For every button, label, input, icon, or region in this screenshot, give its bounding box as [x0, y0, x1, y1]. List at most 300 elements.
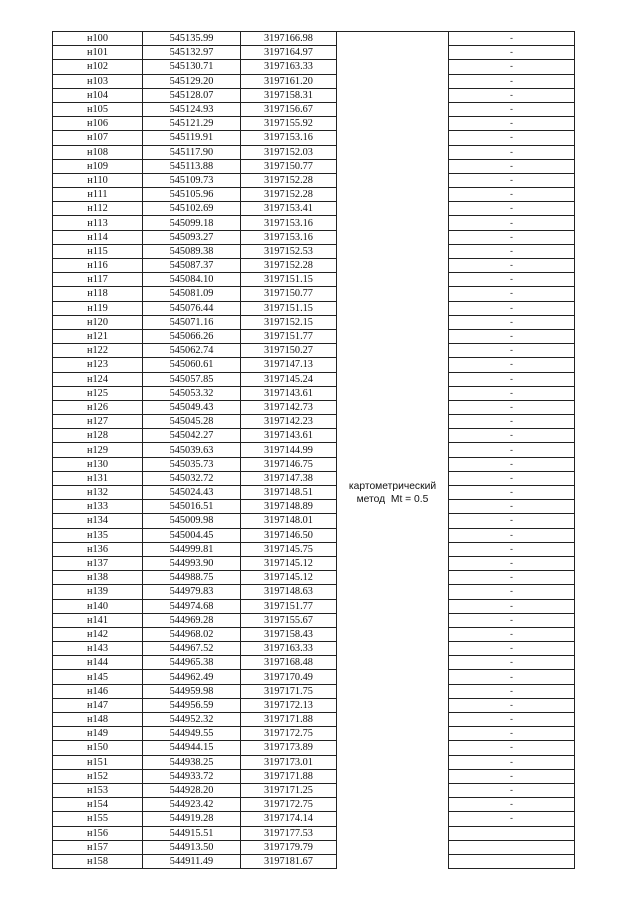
- table-row: [53, 32, 575, 46]
- cell-y: 3197152.15: [241, 315, 337, 329]
- table-row: [53, 627, 575, 641]
- cell-y: 3197145.12: [241, 556, 337, 570]
- table-row: [53, 457, 575, 471]
- cell-point: н133: [53, 500, 143, 514]
- cell-point: н153: [53, 783, 143, 797]
- table-row: [53, 798, 575, 812]
- cell-note: -: [449, 358, 575, 372]
- cell-note: -: [449, 769, 575, 783]
- table-row: [53, 642, 575, 656]
- cell-point: н120: [53, 315, 143, 329]
- table-row: [53, 471, 575, 485]
- table-row: [53, 216, 575, 230]
- cell-x: 545128.07: [143, 88, 241, 102]
- cell-y: 3197158.43: [241, 627, 337, 641]
- cell-note: -: [449, 486, 575, 500]
- cell-x: 545004.45: [143, 528, 241, 542]
- table-row: [53, 301, 575, 315]
- cell-note: -: [449, 642, 575, 656]
- table-row: [53, 202, 575, 216]
- cell-x: 544919.28: [143, 812, 241, 826]
- cell-note: -: [449, 400, 575, 414]
- cell-x: 545105.96: [143, 188, 241, 202]
- cell-y: 3197148.63: [241, 585, 337, 599]
- cell-x: 544969.28: [143, 613, 241, 627]
- table-row: [53, 88, 575, 102]
- cell-y: 3197151.15: [241, 273, 337, 287]
- cell-x: 544952.32: [143, 713, 241, 727]
- cell-note: -: [449, 599, 575, 613]
- cell-y: 3197171.75: [241, 684, 337, 698]
- cell-x: 544933.72: [143, 769, 241, 783]
- cell-y: 3197166.98: [241, 32, 337, 46]
- table-row: [53, 230, 575, 244]
- cell-point: н130: [53, 457, 143, 471]
- cell-y: 3197147.38: [241, 471, 337, 485]
- cell-y: 3197142.23: [241, 415, 337, 429]
- cell-x: 545057.85: [143, 372, 241, 386]
- cell-point: н128: [53, 429, 143, 443]
- table-row: [53, 329, 575, 343]
- table-row: [53, 826, 575, 840]
- cell-point: н124: [53, 372, 143, 386]
- cell-x: 545060.61: [143, 358, 241, 372]
- cell-note: -: [449, 542, 575, 556]
- cell-point: н152: [53, 769, 143, 783]
- cell-x: 545032.72: [143, 471, 241, 485]
- table-row: [53, 173, 575, 187]
- table-row: [53, 755, 575, 769]
- cell-note: -: [449, 783, 575, 797]
- cell-y: 3197151.15: [241, 301, 337, 315]
- cell-note: -: [449, 429, 575, 443]
- cell-x: 545024.43: [143, 486, 241, 500]
- cell-point: н157: [53, 840, 143, 854]
- cell-x: 545062.74: [143, 344, 241, 358]
- cell-point: н149: [53, 727, 143, 741]
- cell-y: 3197152.28: [241, 188, 337, 202]
- table-row: [53, 188, 575, 202]
- cell-note: -: [449, 713, 575, 727]
- cell-y: 3197153.16: [241, 216, 337, 230]
- cell-y: 3197142.73: [241, 400, 337, 414]
- method-label-line2: метод Mt = 0.5: [356, 493, 429, 505]
- cell-point: н111: [53, 188, 143, 202]
- cell-y: 3197155.92: [241, 117, 337, 131]
- table-row: [53, 244, 575, 258]
- cell-note: -: [449, 528, 575, 542]
- table-row: [53, 585, 575, 599]
- cell-note: -: [449, 173, 575, 187]
- cell-point: н101: [53, 46, 143, 60]
- table-row: [53, 46, 575, 60]
- cell-x: 544956.59: [143, 698, 241, 712]
- cell-point: н141: [53, 613, 143, 627]
- cell-x: 545081.09: [143, 287, 241, 301]
- cell-x: 545102.69: [143, 202, 241, 216]
- cell-note: -: [449, 344, 575, 358]
- cell-note: -: [449, 443, 575, 457]
- cell-note: -: [449, 273, 575, 287]
- cell-y: 3197143.61: [241, 386, 337, 400]
- cell-point: н110: [53, 173, 143, 187]
- cell-point: н154: [53, 798, 143, 812]
- cell-y: 3197172.75: [241, 798, 337, 812]
- table-row: [53, 727, 575, 741]
- table-row: [53, 542, 575, 556]
- cell-x: 545076.44: [143, 301, 241, 315]
- cell-y: 3197164.97: [241, 46, 337, 60]
- cell-y: 3197172.13: [241, 698, 337, 712]
- cell-y: 3197181.67: [241, 854, 337, 868]
- cell-y: 3197145.75: [241, 542, 337, 556]
- cell-point: н151: [53, 755, 143, 769]
- table-row: [53, 854, 575, 868]
- cell-point: н105: [53, 102, 143, 116]
- cell-point: н100: [53, 32, 143, 46]
- cell-x: 544979.83: [143, 585, 241, 599]
- cell-y: 3197145.12: [241, 571, 337, 585]
- cell-note: -: [449, 244, 575, 258]
- cell-x: 544974.68: [143, 599, 241, 613]
- cell-note: -: [449, 556, 575, 570]
- cell-point: н109: [53, 159, 143, 173]
- cell-point: н147: [53, 698, 143, 712]
- cell-y: 3197153.16: [241, 131, 337, 145]
- cell-y: 3197151.77: [241, 599, 337, 613]
- table-row: [53, 131, 575, 145]
- cell-note: -: [449, 471, 575, 485]
- table-row: [53, 486, 575, 500]
- cell-note: -: [449, 102, 575, 116]
- table-row: [53, 500, 575, 514]
- cell-x: 544965.38: [143, 656, 241, 670]
- cell-x: 545066.26: [143, 329, 241, 343]
- cell-y: 3197171.25: [241, 783, 337, 797]
- cell-note: -: [449, 812, 575, 826]
- cell-x: 544938.25: [143, 755, 241, 769]
- cell-note: -: [449, 415, 575, 429]
- cell-point: н134: [53, 514, 143, 528]
- cell-x: 545129.20: [143, 74, 241, 88]
- cell-note: -: [449, 329, 575, 343]
- table-row: [53, 783, 575, 797]
- cell-point: н136: [53, 542, 143, 556]
- table-row: [53, 684, 575, 698]
- table-row: [53, 102, 575, 116]
- cell-x: 545117.90: [143, 145, 241, 159]
- cell-note: -: [449, 301, 575, 315]
- table-row: [53, 556, 575, 570]
- cell-point: н155: [53, 812, 143, 826]
- table-row: [53, 372, 575, 386]
- cell-note: -: [449, 798, 575, 812]
- cell-note: -: [449, 571, 575, 585]
- cell-note: -: [449, 117, 575, 131]
- cell-point: н148: [53, 713, 143, 727]
- cell-x: 545119.91: [143, 131, 241, 145]
- table-row: [53, 840, 575, 854]
- cell-point: н113: [53, 216, 143, 230]
- cell-note: [449, 840, 575, 854]
- cell-y: 3197161.20: [241, 74, 337, 88]
- cell-point: н108: [53, 145, 143, 159]
- cell-point: н112: [53, 202, 143, 216]
- cell-point: н144: [53, 656, 143, 670]
- cell-point: н116: [53, 259, 143, 273]
- cell-note: -: [449, 145, 575, 159]
- cell-y: 3197150.77: [241, 159, 337, 173]
- table-row: [53, 386, 575, 400]
- cell-note: -: [449, 727, 575, 741]
- table-row: [53, 769, 575, 783]
- cell-point: н118: [53, 287, 143, 301]
- cell-point: н138: [53, 571, 143, 585]
- cell-x: 544915.51: [143, 826, 241, 840]
- cell-point: н135: [53, 528, 143, 542]
- table-row: [53, 259, 575, 273]
- cell-y: 3197148.01: [241, 514, 337, 528]
- cell-point: н127: [53, 415, 143, 429]
- cell-x: 545093.27: [143, 230, 241, 244]
- cell-x: 545039.63: [143, 443, 241, 457]
- cell-point: н123: [53, 358, 143, 372]
- cell-x: 545113.88: [143, 159, 241, 173]
- cell-y: 3197152.28: [241, 259, 337, 273]
- table-row: [53, 145, 575, 159]
- cell-y: 3197153.16: [241, 230, 337, 244]
- cell-point: н122: [53, 344, 143, 358]
- method-label-line1: картометрический: [348, 480, 437, 492]
- cell-y: 3197152.53: [241, 244, 337, 258]
- table-row: [53, 741, 575, 755]
- cell-point: н115: [53, 244, 143, 258]
- table-row: [53, 117, 575, 131]
- cell-x: 544959.98: [143, 684, 241, 698]
- cell-x: 544968.02: [143, 627, 241, 641]
- cell-y: 3197179.79: [241, 840, 337, 854]
- cell-point: н142: [53, 627, 143, 641]
- cell-note: -: [449, 287, 575, 301]
- cell-x: 545089.38: [143, 244, 241, 258]
- cell-x: 544999.81: [143, 542, 241, 556]
- cell-point: н150: [53, 741, 143, 755]
- cell-x: 545016.51: [143, 500, 241, 514]
- cell-x: 545035.73: [143, 457, 241, 471]
- cell-x: 545087.37: [143, 259, 241, 273]
- cell-x: 545053.32: [143, 386, 241, 400]
- cell-point: н140: [53, 599, 143, 613]
- cell-point: н145: [53, 670, 143, 684]
- coordinates-table: [52, 31, 575, 869]
- cell-x: 545121.29: [143, 117, 241, 131]
- cell-point: н158: [53, 854, 143, 868]
- table-row: [53, 812, 575, 826]
- cell-y: 3197152.28: [241, 173, 337, 187]
- cell-point: н119: [53, 301, 143, 315]
- cell-x: 544962.49: [143, 670, 241, 684]
- cell-note: -: [449, 32, 575, 46]
- cell-point: н146: [53, 684, 143, 698]
- table-row: [53, 571, 575, 585]
- cell-y: 3197148.51: [241, 486, 337, 500]
- cell-point: н156: [53, 826, 143, 840]
- cell-y: 3197173.01: [241, 755, 337, 769]
- cell-x: 545109.73: [143, 173, 241, 187]
- cell-x: 544967.52: [143, 642, 241, 656]
- cell-note: -: [449, 131, 575, 145]
- cell-x: 545045.28: [143, 415, 241, 429]
- cell-note: -: [449, 88, 575, 102]
- cell-y: 3197168.48: [241, 656, 337, 670]
- cell-note: -: [449, 259, 575, 273]
- cell-point: н129: [53, 443, 143, 457]
- cell-point: н137: [53, 556, 143, 570]
- table-row: [53, 358, 575, 372]
- cell-note: -: [449, 46, 575, 60]
- cell-note: -: [449, 585, 575, 599]
- cell-note: -: [449, 755, 575, 769]
- table-row: [53, 599, 575, 613]
- cell-x: 545135.99: [143, 32, 241, 46]
- cell-point: н131: [53, 471, 143, 485]
- cell-note: -: [449, 386, 575, 400]
- cell-x: 544988.75: [143, 571, 241, 585]
- cell-y: 3197151.77: [241, 329, 337, 343]
- table-row: [53, 698, 575, 712]
- coordinates-table-body: [53, 32, 575, 869]
- table-row: [53, 514, 575, 528]
- cell-point: н103: [53, 74, 143, 88]
- cell-point: н114: [53, 230, 143, 244]
- cell-x: 545049.43: [143, 400, 241, 414]
- table-row: [53, 528, 575, 542]
- cell-y: 3197173.89: [241, 741, 337, 755]
- cell-note: -: [449, 159, 575, 173]
- cell-x: 544911.49: [143, 854, 241, 868]
- table-row: [53, 273, 575, 287]
- cell-y: 3197171.88: [241, 769, 337, 783]
- cell-note: [449, 854, 575, 868]
- cell-y: 3197146.50: [241, 528, 337, 542]
- cell-note: -: [449, 60, 575, 74]
- cell-x: 544993.90: [143, 556, 241, 570]
- cell-y: 3197144.99: [241, 443, 337, 457]
- cell-x: 544923.42: [143, 798, 241, 812]
- cell-note: -: [449, 670, 575, 684]
- cell-method-top: [337, 32, 449, 117]
- cell-x: 545084.10: [143, 273, 241, 287]
- cell-y: 3197171.88: [241, 713, 337, 727]
- cell-note: -: [449, 684, 575, 698]
- cell-note: -: [449, 315, 575, 329]
- cell-note: -: [449, 216, 575, 230]
- cell-x: 545042.27: [143, 429, 241, 443]
- cell-y: 3197150.77: [241, 287, 337, 301]
- cell-point: н132: [53, 486, 143, 500]
- table-row: [53, 287, 575, 301]
- cell-note: -: [449, 613, 575, 627]
- cell-note: -: [449, 457, 575, 471]
- cell-x: 545009.98: [143, 514, 241, 528]
- cell-y: 3197148.89: [241, 500, 337, 514]
- cell-point: н104: [53, 88, 143, 102]
- cell-y: 3197153.41: [241, 202, 337, 216]
- cell-note: -: [449, 202, 575, 216]
- table-row: [53, 670, 575, 684]
- cell-point: н126: [53, 400, 143, 414]
- cell-y: 3197158.31: [241, 88, 337, 102]
- cell-note: -: [449, 627, 575, 641]
- table-row: [53, 400, 575, 414]
- table-row: [53, 60, 575, 74]
- table-row: [53, 415, 575, 429]
- cell-note: -: [449, 698, 575, 712]
- cell-y: 3197177.53: [241, 826, 337, 840]
- cell-x: 545132.97: [143, 46, 241, 60]
- cell-note: [449, 826, 575, 840]
- cell-y: 3197143.61: [241, 429, 337, 443]
- cell-point: н107: [53, 131, 143, 145]
- table-row: [53, 344, 575, 358]
- cell-x: 544928.20: [143, 783, 241, 797]
- cell-note: -: [449, 656, 575, 670]
- cell-point: н125: [53, 386, 143, 400]
- cell-x: 544944.15: [143, 741, 241, 755]
- cell-note: -: [449, 74, 575, 88]
- cell-y: 3197146.75: [241, 457, 337, 471]
- table-row: [53, 713, 575, 727]
- cell-x: 545099.18: [143, 216, 241, 230]
- cell-x: 545071.16: [143, 315, 241, 329]
- cell-y: 3197150.27: [241, 344, 337, 358]
- cell-note: -: [449, 372, 575, 386]
- cell-y: 3197156.67: [241, 102, 337, 116]
- cell-y: 3197152.03: [241, 145, 337, 159]
- cell-point: н139: [53, 585, 143, 599]
- cell-note: -: [449, 188, 575, 202]
- table-row: [53, 429, 575, 443]
- cell-y: 3197145.24: [241, 372, 337, 386]
- cell-note: -: [449, 514, 575, 528]
- cell-y: 3197147.13: [241, 358, 337, 372]
- cell-y: 3197172.75: [241, 727, 337, 741]
- cell-x: 544949.55: [143, 727, 241, 741]
- cell-y: 3197155.67: [241, 613, 337, 627]
- cell-y: 3197163.33: [241, 60, 337, 74]
- cell-x: 545124.93: [143, 102, 241, 116]
- table-row: [53, 74, 575, 88]
- cell-method: [337, 117, 449, 869]
- cell-point: н102: [53, 60, 143, 74]
- cell-y: 3197163.33: [241, 642, 337, 656]
- table-row: [53, 613, 575, 627]
- table-row: [53, 159, 575, 173]
- cell-point: н117: [53, 273, 143, 287]
- cell-point: н143: [53, 642, 143, 656]
- cell-note: -: [449, 230, 575, 244]
- cell-note: -: [449, 500, 575, 514]
- cell-y: 3197170.49: [241, 670, 337, 684]
- cell-y: 3197174.14: [241, 812, 337, 826]
- cell-point: н106: [53, 117, 143, 131]
- table-row: [53, 443, 575, 457]
- cell-x: 545130.71: [143, 60, 241, 74]
- table-row: [53, 315, 575, 329]
- cell-note: -: [449, 741, 575, 755]
- cell-point: н121: [53, 329, 143, 343]
- cell-x: 544913.50: [143, 840, 241, 854]
